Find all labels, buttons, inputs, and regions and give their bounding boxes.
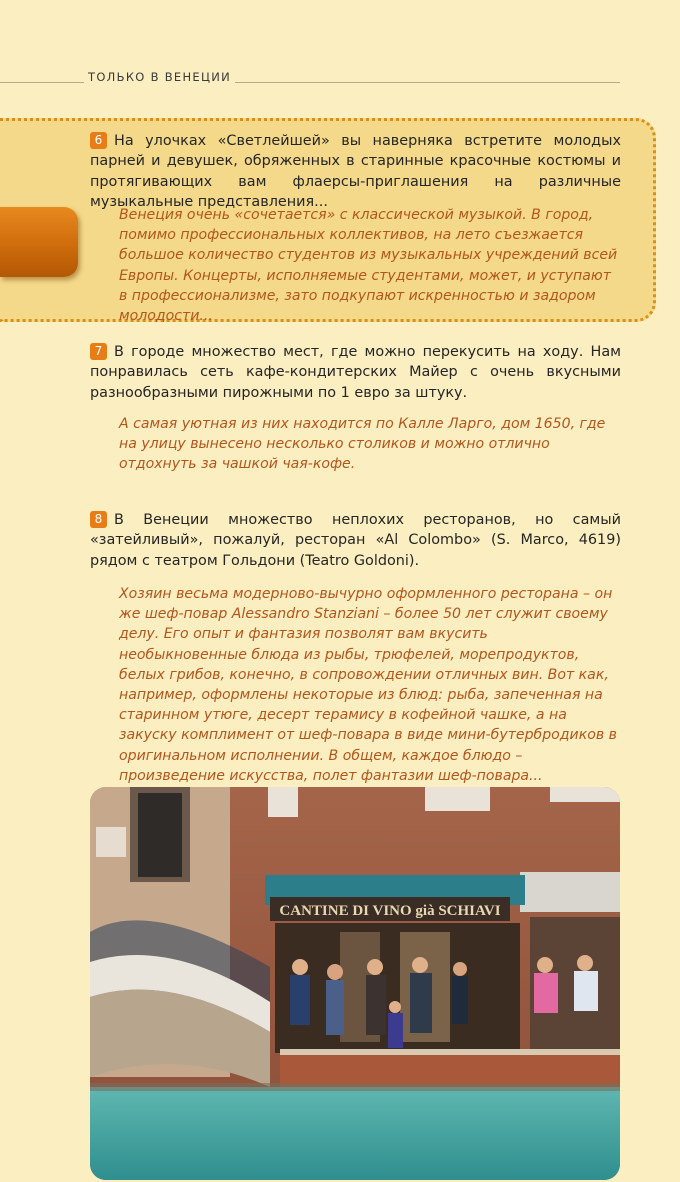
item-8-paragraph xyxy=(90,510,621,571)
item-8-text: В Венеции множество неплохих ресторанов, но самый «затейливый», пожалуй, ресторан «Al Colombo» (S. Marco, 4619) рядом с театром Гольдони (Teatro Goldoni). xyxy=(90,512,621,569)
item-6-text: На улочках «Светлейшей» вы наверняка встретите молодых парней и девушек, обряженных в старинные красочные костюмы и протягивающих вам флаерсы-приглашения на различные музыкальные представления... xyxy=(90,133,621,211)
item-8-quote: Хозяин весьма модерново-вычурно оформленного ресторана – он же шеф-повар Alessandro Stanziani – более 50 лет служит своему делу. Его опыт и фантазия позволят вам вкусить необыкновенные блюда из рыбы, трюфелей, морепродуктов, белых грибов, конечно, в сопровождении отличных вин. Вот как, например, оформлены некоторые из блюд: рыба, запеченная на старинном утюге, десерт терамису в кофейной чашке, а на закуску комплимент от шеф-повара в виде мини-бутербродиков в оригинальном исполнении. В общем, каждое блюдо – произведение искусства, полет фантазии шеф-повара... xyxy=(119,586,617,784)
item-6-paragraph xyxy=(90,131,621,213)
orange-tab-button[interactable] xyxy=(0,207,78,277)
item-7-text: В городе множество мест, где можно перекусить на ходу. Нам понравилась сеть кафе-кондитерских Майер с очень вкусными разнообразными пирожными по 1 евро за штуку. xyxy=(90,344,621,401)
item-7-quote: А самая уютная из них находится по Калле Ларго, дом 1650, где на улицу вынесено несколько столиков и можно отлично отдохнуть за чашкой чая-кофе. xyxy=(119,416,606,473)
awning-right xyxy=(520,872,620,912)
venice-canal-photo xyxy=(90,787,620,1180)
running-header: ТОЛЬКО В ВЕНЕЦИИ xyxy=(84,70,235,84)
canal-water xyxy=(90,1087,620,1180)
item-6-number-badge: 6 xyxy=(90,132,107,149)
street-sign xyxy=(96,827,126,857)
window-top xyxy=(268,787,298,817)
item-8-number-badge: 8 xyxy=(90,511,107,528)
item-7-number-badge: 7 xyxy=(90,343,107,360)
item-7-paragraph xyxy=(90,342,621,403)
item-6-quote: Венеция очень «сочетается» с классической музыкой. В город, помимо профессиональных коллективов, на лето съезжается большое количество студентов из музыкальных учреждений всей Европы. Концерты, исполняемые студентами, может, и уступают в профессионализме, зато подкупают искренностью и задором молодости... xyxy=(119,207,618,325)
shop-sign-text: CANTINE DI VINO già SCHIAVI xyxy=(279,903,501,919)
